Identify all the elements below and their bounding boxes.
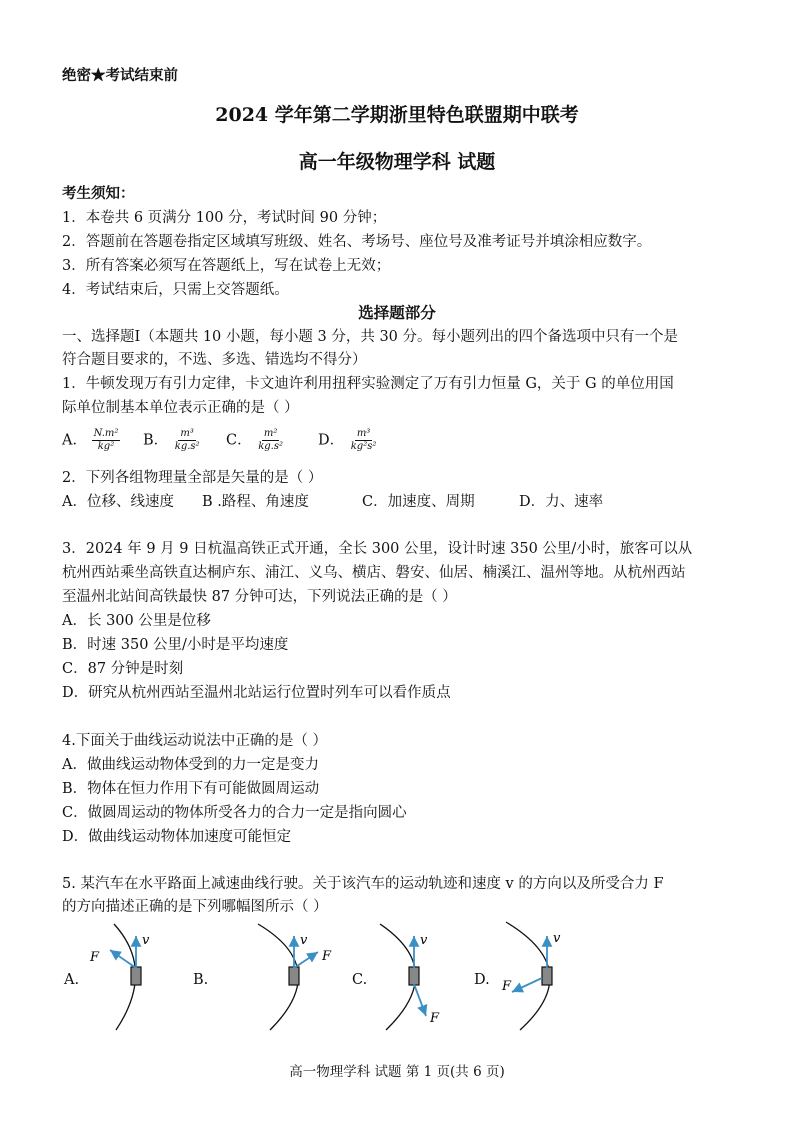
question-1-text: 1．牛顿发现万有引力定律，卡文迪许利用扭秤实验测定了万有引力恒量 G，关于 G 的单位用国 — [62, 376, 674, 392]
figure-a-diagram — [84, 920, 184, 1035]
question-1-option-b: B． $\frac{\text{m³}}{\text{kg.s²}}$ — [143, 428, 200, 452]
question-4-option-d: D．做曲线运动物体加速度可能恒定 — [62, 829, 292, 845]
figure-c-diagram — [362, 920, 472, 1035]
figure-b-diagram — [242, 920, 352, 1035]
unit-fraction: $\frac{\text{m²}}{\text{kg.s²}}$ — [258, 428, 283, 452]
confidential-mark: 绝密★考试结束前 — [62, 67, 178, 84]
question-1-option-c: C． $\frac{\text{m²}}{\text{kg.s²}}$ — [226, 428, 283, 452]
question-3-text: 至温州北站间高铁最快 87 分钟可达，下列说法正确的是（ ） — [62, 589, 457, 605]
figure-c-label: C. — [352, 972, 368, 988]
unit-fraction: $\frac{\text{m³}}{\text{kg.s²}}$ — [174, 428, 200, 452]
question-3-option-d: D．研究从杭州西站至温州北站运行位置时列车可以看作质点 — [62, 685, 451, 701]
unit-fraction: $\frac{\text{N.m²}}{\text{kg²}}$ — [93, 428, 119, 452]
force-label: F — [90, 950, 100, 965]
section-title: 选择题部分 — [358, 303, 436, 322]
question-3-option-c: C．87 分钟是时刻 — [62, 661, 184, 677]
notice-item: 3．所有答案必须写在答题纸上，写在试卷上无效； — [62, 258, 391, 274]
question-4-option-a: A．做曲线运动物体受到的力一定是变力 — [62, 757, 319, 773]
force-label: F — [502, 979, 512, 994]
question-4-option-c: C．做圆周运动的物体所受各力的合力一定是指向圆心 — [62, 805, 407, 821]
question-3-text: 杭州西站乘坐高铁直达桐庐东、浦江、义乌、横店、磐安、仙居、楠溪江、温州等地。从杭州西站 — [62, 565, 686, 581]
figure-a-label: A. — [64, 972, 80, 988]
question-2-option-a: A．位移、线速度 — [62, 494, 174, 510]
question-4-option-b: B．物体在恒力作用下有可能做圆周运动 — [62, 781, 320, 797]
force-arrow — [294, 952, 318, 968]
exam-subtitle: 高一年级物理学科 试题 — [298, 151, 496, 173]
notice-item: 2．答题前在答题卷指定区域填写班级、姓名、考场号、座位号及准考证号并填涂相应数字。 — [62, 234, 652, 250]
question-5-text: 的方向描述正确的是下列哪幅图所示（ ） — [62, 899, 328, 915]
figure-b-label: B. — [193, 972, 209, 988]
question-3-option-b: B．时速 350 公里/小时是平均速度 — [62, 637, 289, 653]
force-label: F — [430, 1011, 440, 1026]
section-intro: 一、选择题Ⅰ（本题共 10 小题，每小题 3 分，共 30 分。每小题列出的四个备选项中只有一个是 — [62, 329, 679, 345]
question-3-option-a: A．长 300 公里是位移 — [62, 613, 211, 629]
question-4-text: 4.下面关于曲线运动说法中正确的是（ ） — [62, 733, 327, 749]
car-block — [409, 967, 419, 985]
page-footer: 高一物理学科 试题 第 1 页(共 6 页) — [289, 1064, 505, 1080]
force-label: F — [322, 949, 332, 964]
force-arrow — [414, 984, 426, 1016]
car-block — [131, 967, 141, 985]
velocity-label: v — [142, 933, 150, 948]
notice-item: 4．考试结束后，只需上交答题纸。 — [62, 282, 289, 298]
unit-fraction: $\frac{\text{m³}}{\text{kg²s²}}$ — [350, 428, 377, 452]
question-5-text: 5. 某汽车在水平路面上减速曲线行驶。关于该汽车的运动轨迹和速度 v 的方向以及所受合力 F — [62, 876, 664, 892]
notice-heading: 考生须知： — [62, 185, 135, 202]
question-1-option-d: D． $\frac{\text{m³}}{\text{kg²s²}}$ — [318, 428, 377, 452]
question-2-text: 2．下列各组物理量全部是矢量的是（ ） — [62, 470, 323, 486]
car-block — [289, 967, 299, 985]
section-intro: 符合题目要求的，不选、多选、错选均不得分） — [62, 352, 367, 368]
figure-d-diagram — [494, 920, 604, 1035]
question-2-option-c: C．加速度、周期 — [362, 494, 475, 510]
velocity-label: v — [420, 933, 428, 948]
figure-d-label: D. — [474, 972, 490, 988]
question-2-option-b: B .路程、角速度 — [202, 494, 309, 510]
question-2-option-d: D．力、速率 — [519, 494, 604, 510]
velocity-label: v — [300, 933, 308, 948]
question-3-text: 3．2024 年 9 月 9 日杭温高铁正式开通，全长 300 公里，设计时速 350 公里/小时，旅客可以从 — [62, 541, 693, 557]
velocity-label: v — [553, 931, 561, 946]
notice-item: 1．本卷共 6 页满分 100 分，考试时间 90 分钟； — [62, 210, 387, 226]
question-1-text: 际单位制基本单位表示正确的是（ ） — [62, 400, 299, 416]
exam-title: 2024 学年第二学期浙里特色联盟期中联考 — [215, 104, 579, 126]
question-1-option-a: A． $\frac{\text{N.m²}}{\text{kg²}}$ — [62, 428, 119, 452]
car-block — [542, 967, 552, 985]
force-arrow — [512, 978, 542, 992]
